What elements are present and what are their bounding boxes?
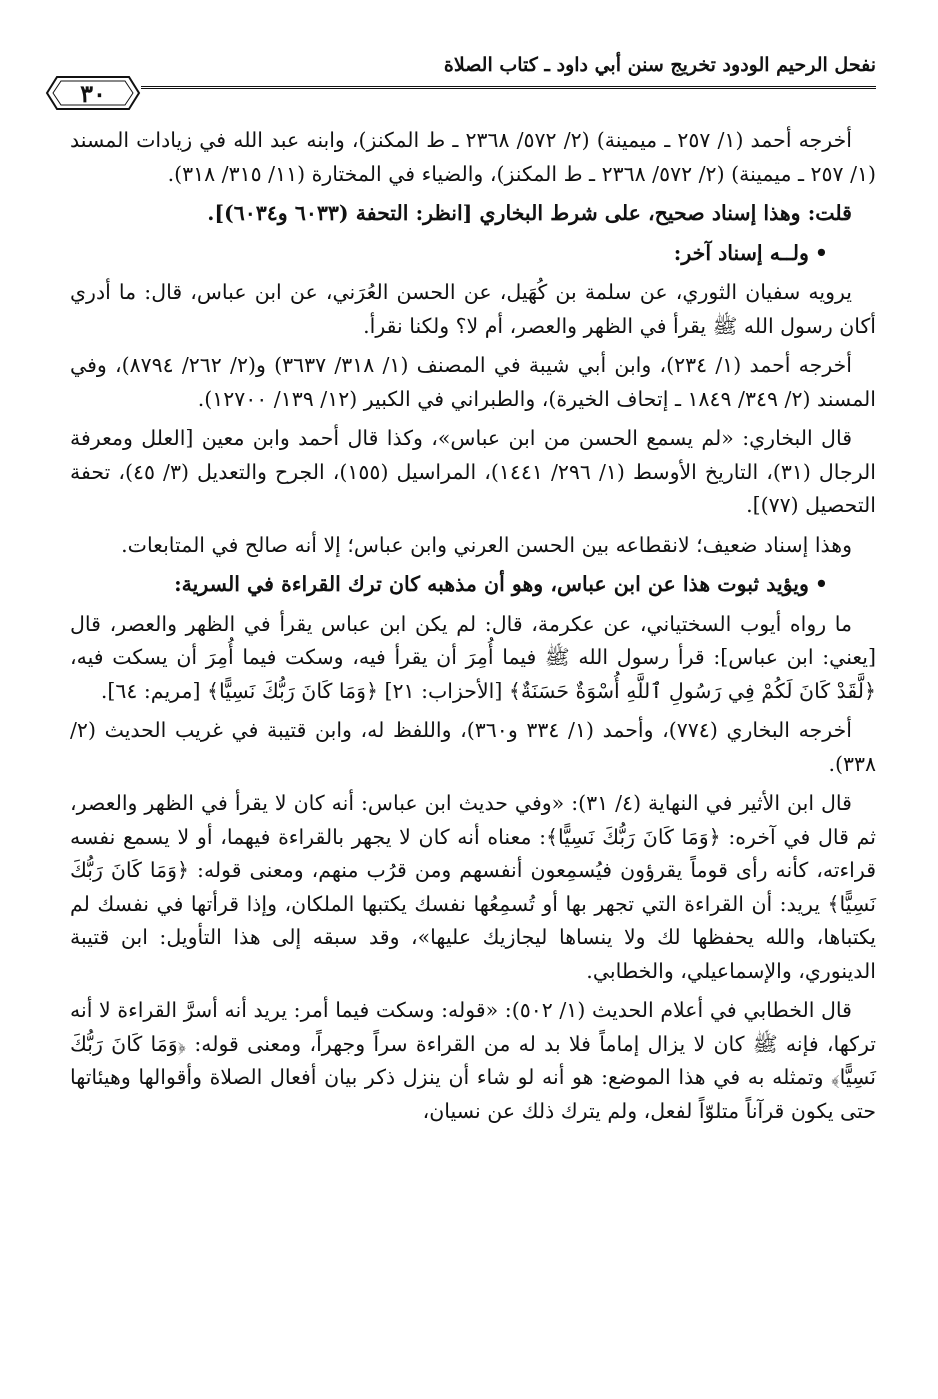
header-title: نفحل الرحيم الودود تخريج سنن أبي داود ـ كتاب الصلاة xyxy=(443,54,876,76)
page-number-badge xyxy=(45,74,141,112)
header-rule xyxy=(70,86,876,89)
paragraph-1: أخرجه أحمد (١/ ٢٥٧ ـ ميمينة) (٢/ ٥٧٢/ ٢٣٦٨ ـ ط المكنز)، وابنه عبد الله في زيادات المسند (١/ ٢٥٧ ـ ميمينة) (٢/ ٥٧٢/ ٢٣٦٨ ـ ط المكنز)، والضياء في المختارة (١١/ ٣١٥/ ٣١٨). xyxy=(70,128,876,186)
paragraph-10: أخرجه البخاري (٧٧٤)، وأحمد (١/ ٣٣٤ و٣٦٠)، واللفظ له، وابن قتيبة في غريب الحديث (٢/ ٣٣٨). xyxy=(70,718,876,776)
paragraph-11: قال ابن الأثير في النهاية (٤/ ٣١): «وفي حديث ابن عباس: أنه كان لا يقرأ في الظهر والعصر، ثم قال في آخره: ﴿وَمَا كَانَ رَبُّكَ نَسِيًّا﴾: معناه أنه كان لا يجهر بالقراءة فيهما، أو لا يسمع نفسه قراءته، كأنه رأى قوماً يقرؤون فيُسمِعون أنفسهم ومن قرُب منهم، ومعنى قوله: ﴿وَمَا كَانَ رَبُّكَ نَسِيًّا﴾ يريد: أن القراءة التي تجهر بها أو تُسمِعُها نفسك يكتبها الملكان، وإذا قرأتها في نفسك لم يكتباها، والله يحفظها لك ولا ينساها ليجازيك عليها»، وقد سبقه إلى هذا التأويل: ابن قتيبة الدينوري، والإسماعيلي، والخطابي. xyxy=(70,791,876,983)
paragraph-4: يرويه سفيان الثوري، عن سلمة بن كُهَيل، عن الحسن العُرَني، عن ابن عباس، قال: ما أدري أكان رسول الله ﷺ يقرأ في الظهر والعصر، أم لا؟ ولكنا نقرأ. xyxy=(70,280,876,338)
page-number: ٣٠ xyxy=(80,78,106,108)
bullet-icon: • xyxy=(814,572,828,596)
paragraph-12: قال الخطابي في أعلام الحديث (١/ ٥٠٢): «قوله: وسكت فيما أمر: يريد أنه أسرَّ القراءة لا أنه تركها، فإنه ﷺ كان لا يزال إماماً فلا بد له من القراءة سراً وجهراً، ومعنى قوله: ﴿وَمَا كَانَ رَبُّكَ نَسِيًّا﴾ وتمثله به في هذا الموضع: هو أنه لو شاء أن ينزل ذكر بيان أفعال الصلاة وأقوالها وهيئاتها حتى يكون قرآناً متلوّاً لفعل، ولم يترك ذلك عن نسيان، xyxy=(70,998,876,1123)
paragraph-5: أخرجه أحمد (١/ ٢٣٤)، وابن أبي شيبة في المصنف (١/ ٣١٨/ ٣٦٣٧) و(٢/ ٢٦٢/ ٨٧٩٤)، وفي المسند (٢/ ٣٤٩/ ١٨٤٩ ـ إتحاف الخيرة)، والطبراني في الكبير (١٢/ ١٣٩/ ١٢٧٠٠). xyxy=(70,353,876,411)
paragraph-2: قلت: وهذا إسناد صحيح، على شرط البخاري [انظر: التحفة (٦٠٣٣ و٦٠٣٤)]. xyxy=(207,201,852,225)
paragraph-8 xyxy=(70,568,876,602)
paragraph-3 xyxy=(70,237,876,271)
bullet-icon: • xyxy=(814,240,828,265)
body-text xyxy=(70,124,876,1134)
paragraph-7: وهذا إسناد ضعيف؛ لانقطاعه بين الحسن العرني وابن عباس؛ إلا أنه صالح في المتابعات. xyxy=(121,532,852,557)
section-heading-2: ويؤيد ثبوت هذا عن ابن عباس، وهو أن مذهبه كان ترك القراءة في السرية: xyxy=(174,572,809,596)
running-header xyxy=(70,52,876,108)
paragraph-6: قال البخاري: «لم يسمع الحسن من ابن عباس»، وكذا قال أحمد وابن معين [العلل ومعرفة الرجال (٣١)، التاريخ الأوسط (١/ ٢٩٦/ ١٤٤١)، المراسيل (١٥٥)، الجرح والتعديل (٣/ ٤٥)، تحفة التحصيل (٧٧)]. xyxy=(70,426,876,517)
section-heading-1: ولــه إسناد آخر: xyxy=(673,240,809,265)
paragraph-9: ما رواه أيوب السختياني، عن عكرمة، قال: لم يكن ابن عباس يقرأ في الظهر والعصر، قال [يعني: ابن عباس]: قرأ رسول الله ﷺ فيما أُمِرَ أن يقرأ فيه، وسكت فيما أُمِرَ أن يسكت فيه، ﴿لَّقَدْ كَانَ لَكُمْ فِي رَسُولِ ٱللَّهِ أُسْوَةٌ حَسَنَةٌ﴾ [الأحزاب: ٢١] ﴿وَمَا كَانَ رَبُّكَ نَسِيًّا﴾ [مريم: ٦٤]. xyxy=(70,611,876,703)
